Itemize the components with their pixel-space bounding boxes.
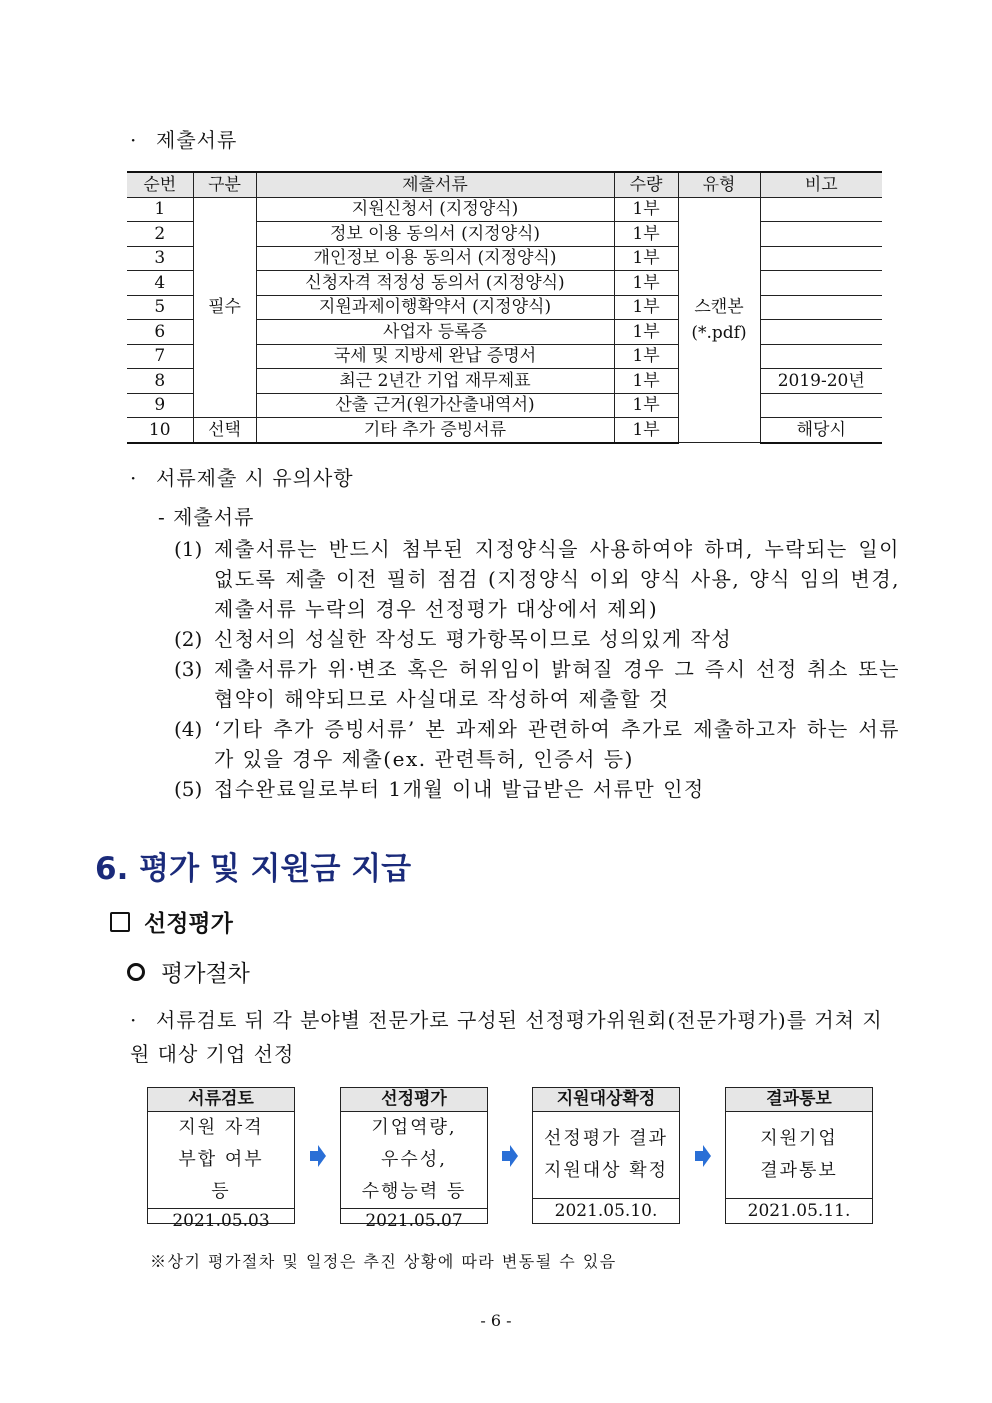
document-name: 개인정보 이용 동의서 (지정양식): [256, 246, 614, 271]
step-line: 등: [211, 1181, 231, 1202]
step-title: 지원대상확정: [533, 1088, 679, 1112]
documents-table: [127, 171, 882, 444]
quantity: 1부: [614, 393, 678, 418]
item-text: 제출서류는 반드시 첨부된 지정양식을 사용하여야 하며, 누락되는 일이 없도록 제출 이전 필히 점검 (지정양식 이외 양식 사용, 양식 임의 변경, 제출서류 누락의 경우 선정평가 대상에서 제외): [214, 537, 900, 621]
item-text: ‘기타 추가 증빙서류’ 본 과제와 관련하여 추가로 제출하고자 하는 서류가 있을 경우 제출(ex. 관련특허, 인증서 등): [214, 717, 900, 771]
bullet-icon: ·: [130, 1008, 138, 1032]
quantity: 1부: [614, 271, 678, 296]
quantity: 1부: [614, 418, 678, 443]
quantity: 1부: [614, 246, 678, 271]
quantity: 1부: [614, 320, 678, 345]
row-number: 4: [127, 271, 193, 296]
process-step: [725, 1087, 873, 1224]
subsection-heading: [110, 905, 233, 938]
step-line: 선정평가 결과: [543, 1128, 669, 1149]
header-cell: 구분: [193, 172, 256, 197]
remark: [760, 320, 882, 345]
item-number: (5): [174, 777, 203, 801]
quantity: 1부: [614, 222, 678, 247]
document-name: 지원과제이행확약서 (지정양식): [256, 295, 614, 320]
document-name: 산출 근거(원가산출내역서): [256, 393, 614, 418]
list-item: [174, 654, 900, 714]
item-number: (4): [174, 717, 203, 741]
list-item: [174, 774, 900, 804]
quantity: 1부: [614, 295, 678, 320]
item-number: (1): [174, 537, 203, 561]
document-name: 최근 2년간 기업 재무제표: [256, 369, 614, 394]
remark: [760, 246, 882, 271]
step-body: [148, 1112, 294, 1208]
quantity: 1부: [614, 344, 678, 369]
bullet-icon: ·: [130, 128, 138, 152]
step-line: 부합 여부: [178, 1149, 264, 1170]
row-number: 8: [127, 369, 193, 394]
step-title: 선정평가: [341, 1088, 487, 1112]
row-number: 5: [127, 295, 193, 320]
header-cell: 제출서류: [256, 172, 614, 197]
list-item: [174, 624, 900, 654]
row-number: 7: [127, 344, 193, 369]
row-number: 2: [127, 222, 193, 247]
item-text: 접수완료일로부터 1개월 이내 발급받은 서류만 인정: [214, 777, 705, 801]
process-description: [130, 1003, 900, 1071]
circle-bullet-icon: [127, 963, 145, 981]
bullet-icon: ·: [130, 466, 138, 490]
document-name: 신청자격 적정성 동의서 (지정양식): [256, 271, 614, 296]
row-number: 3: [127, 246, 193, 271]
notes-sub-heading: - 제출서류: [158, 505, 255, 529]
remark: [760, 344, 882, 369]
header-cell: 비고: [760, 172, 882, 197]
arrow-right-icon: [695, 1145, 711, 1167]
document-type: [678, 197, 760, 443]
step-line: 수행능력 등: [361, 1181, 467, 1202]
row-number: 10: [127, 418, 193, 443]
list-item: [174, 714, 900, 774]
document-name: 지원신청서 (지정양식): [256, 197, 614, 222]
header-cell: 수량: [614, 172, 678, 197]
table-row: [127, 197, 882, 222]
notes-heading-text: 서류제출 시 유의사항: [156, 466, 354, 490]
remark: [760, 197, 882, 222]
step-line: 지원대상 확정: [543, 1160, 669, 1181]
step-body: [533, 1112, 679, 1198]
document-name: 기타 추가 증빙서류: [256, 418, 614, 443]
step-date: 2021.05.03: [148, 1208, 294, 1233]
arrow-right-icon: [310, 1145, 326, 1167]
item-number: (3): [174, 657, 203, 681]
remark: 해당시: [760, 418, 882, 443]
step-title: 결과통보: [726, 1088, 872, 1112]
list-item: [174, 534, 900, 624]
header-cell: 유형: [678, 172, 760, 197]
arrow-right-icon: [502, 1145, 518, 1167]
process-step: [340, 1087, 488, 1231]
quantity: 1부: [614, 369, 678, 394]
process-step: [147, 1087, 295, 1231]
quantity: 1부: [614, 197, 678, 222]
category-optional: 선택: [193, 418, 256, 443]
notes-heading: [130, 462, 900, 491]
document-name: 사업자 등록증: [256, 320, 614, 345]
docs-heading: [130, 124, 237, 153]
subsub-heading: [127, 955, 250, 988]
remark: [760, 295, 882, 320]
category-required: 필수: [193, 197, 256, 418]
step-line: 결과통보: [760, 1160, 838, 1181]
step-date: 2021.05.10.: [533, 1198, 679, 1223]
checkbox-square-icon: [110, 912, 130, 932]
remark: 2019-20년: [760, 369, 882, 394]
step-body: [726, 1112, 872, 1198]
step-line: 지원기업: [760, 1128, 838, 1149]
subsub-title: 평가절차: [161, 961, 250, 987]
process-step: [532, 1087, 680, 1224]
section-title: 6. 평가 및 지원금 지급: [95, 851, 412, 887]
step-body: [341, 1112, 487, 1208]
document-name: 정보 이용 동의서 (지정양식): [256, 222, 614, 247]
type-line2: (*.pdf): [691, 322, 747, 343]
step-line: 우수성,: [381, 1149, 447, 1170]
step-date: 2021.05.11.: [726, 1198, 872, 1223]
row-number: 6: [127, 320, 193, 345]
process-description-text: 서류검토 뒤 각 분야별 전문가로 구성된 선정평가위원회(전문가평가)를 거쳐 지원 대상 기업 선정: [130, 1008, 883, 1066]
subsection-title: 선정평가: [144, 911, 233, 937]
step-date: 2021.05.07: [341, 1208, 487, 1233]
row-number: 1: [127, 197, 193, 222]
step-line: 기업역량,: [371, 1117, 457, 1138]
docs-heading-text: 제출서류: [156, 128, 238, 152]
step-title: 서류검토: [148, 1088, 294, 1112]
notes-list: [174, 534, 900, 804]
header-cell: 순번: [127, 172, 193, 197]
footnote: ※상기 평가절차 및 일정은 추진 상황에 따라 변동될 수 있음: [150, 1252, 617, 1271]
remark: [760, 271, 882, 296]
remark: [760, 393, 882, 418]
page-number: - 6 -: [480, 1311, 512, 1330]
item-text: 제출서류가 위·변조 혹은 허위임이 밝혀질 경우 그 즉시 선정 취소 또는 협약이 해약되므로 사실대로 작성하여 제출할 것: [214, 657, 900, 711]
item-number: (2): [174, 627, 203, 651]
document-name: 국세 및 지방세 완납 증명서: [256, 344, 614, 369]
remark: [760, 222, 882, 247]
submission-notes: [130, 462, 900, 804]
table-row: [127, 418, 882, 443]
type-line1: 스캔본: [694, 296, 744, 317]
row-number: 9: [127, 393, 193, 418]
table-header-row: [127, 172, 882, 197]
item-text: 신청서의 성실한 작성도 평가항목이므로 성의있게 작성: [214, 627, 733, 651]
step-line: 지원 자격: [178, 1117, 264, 1138]
